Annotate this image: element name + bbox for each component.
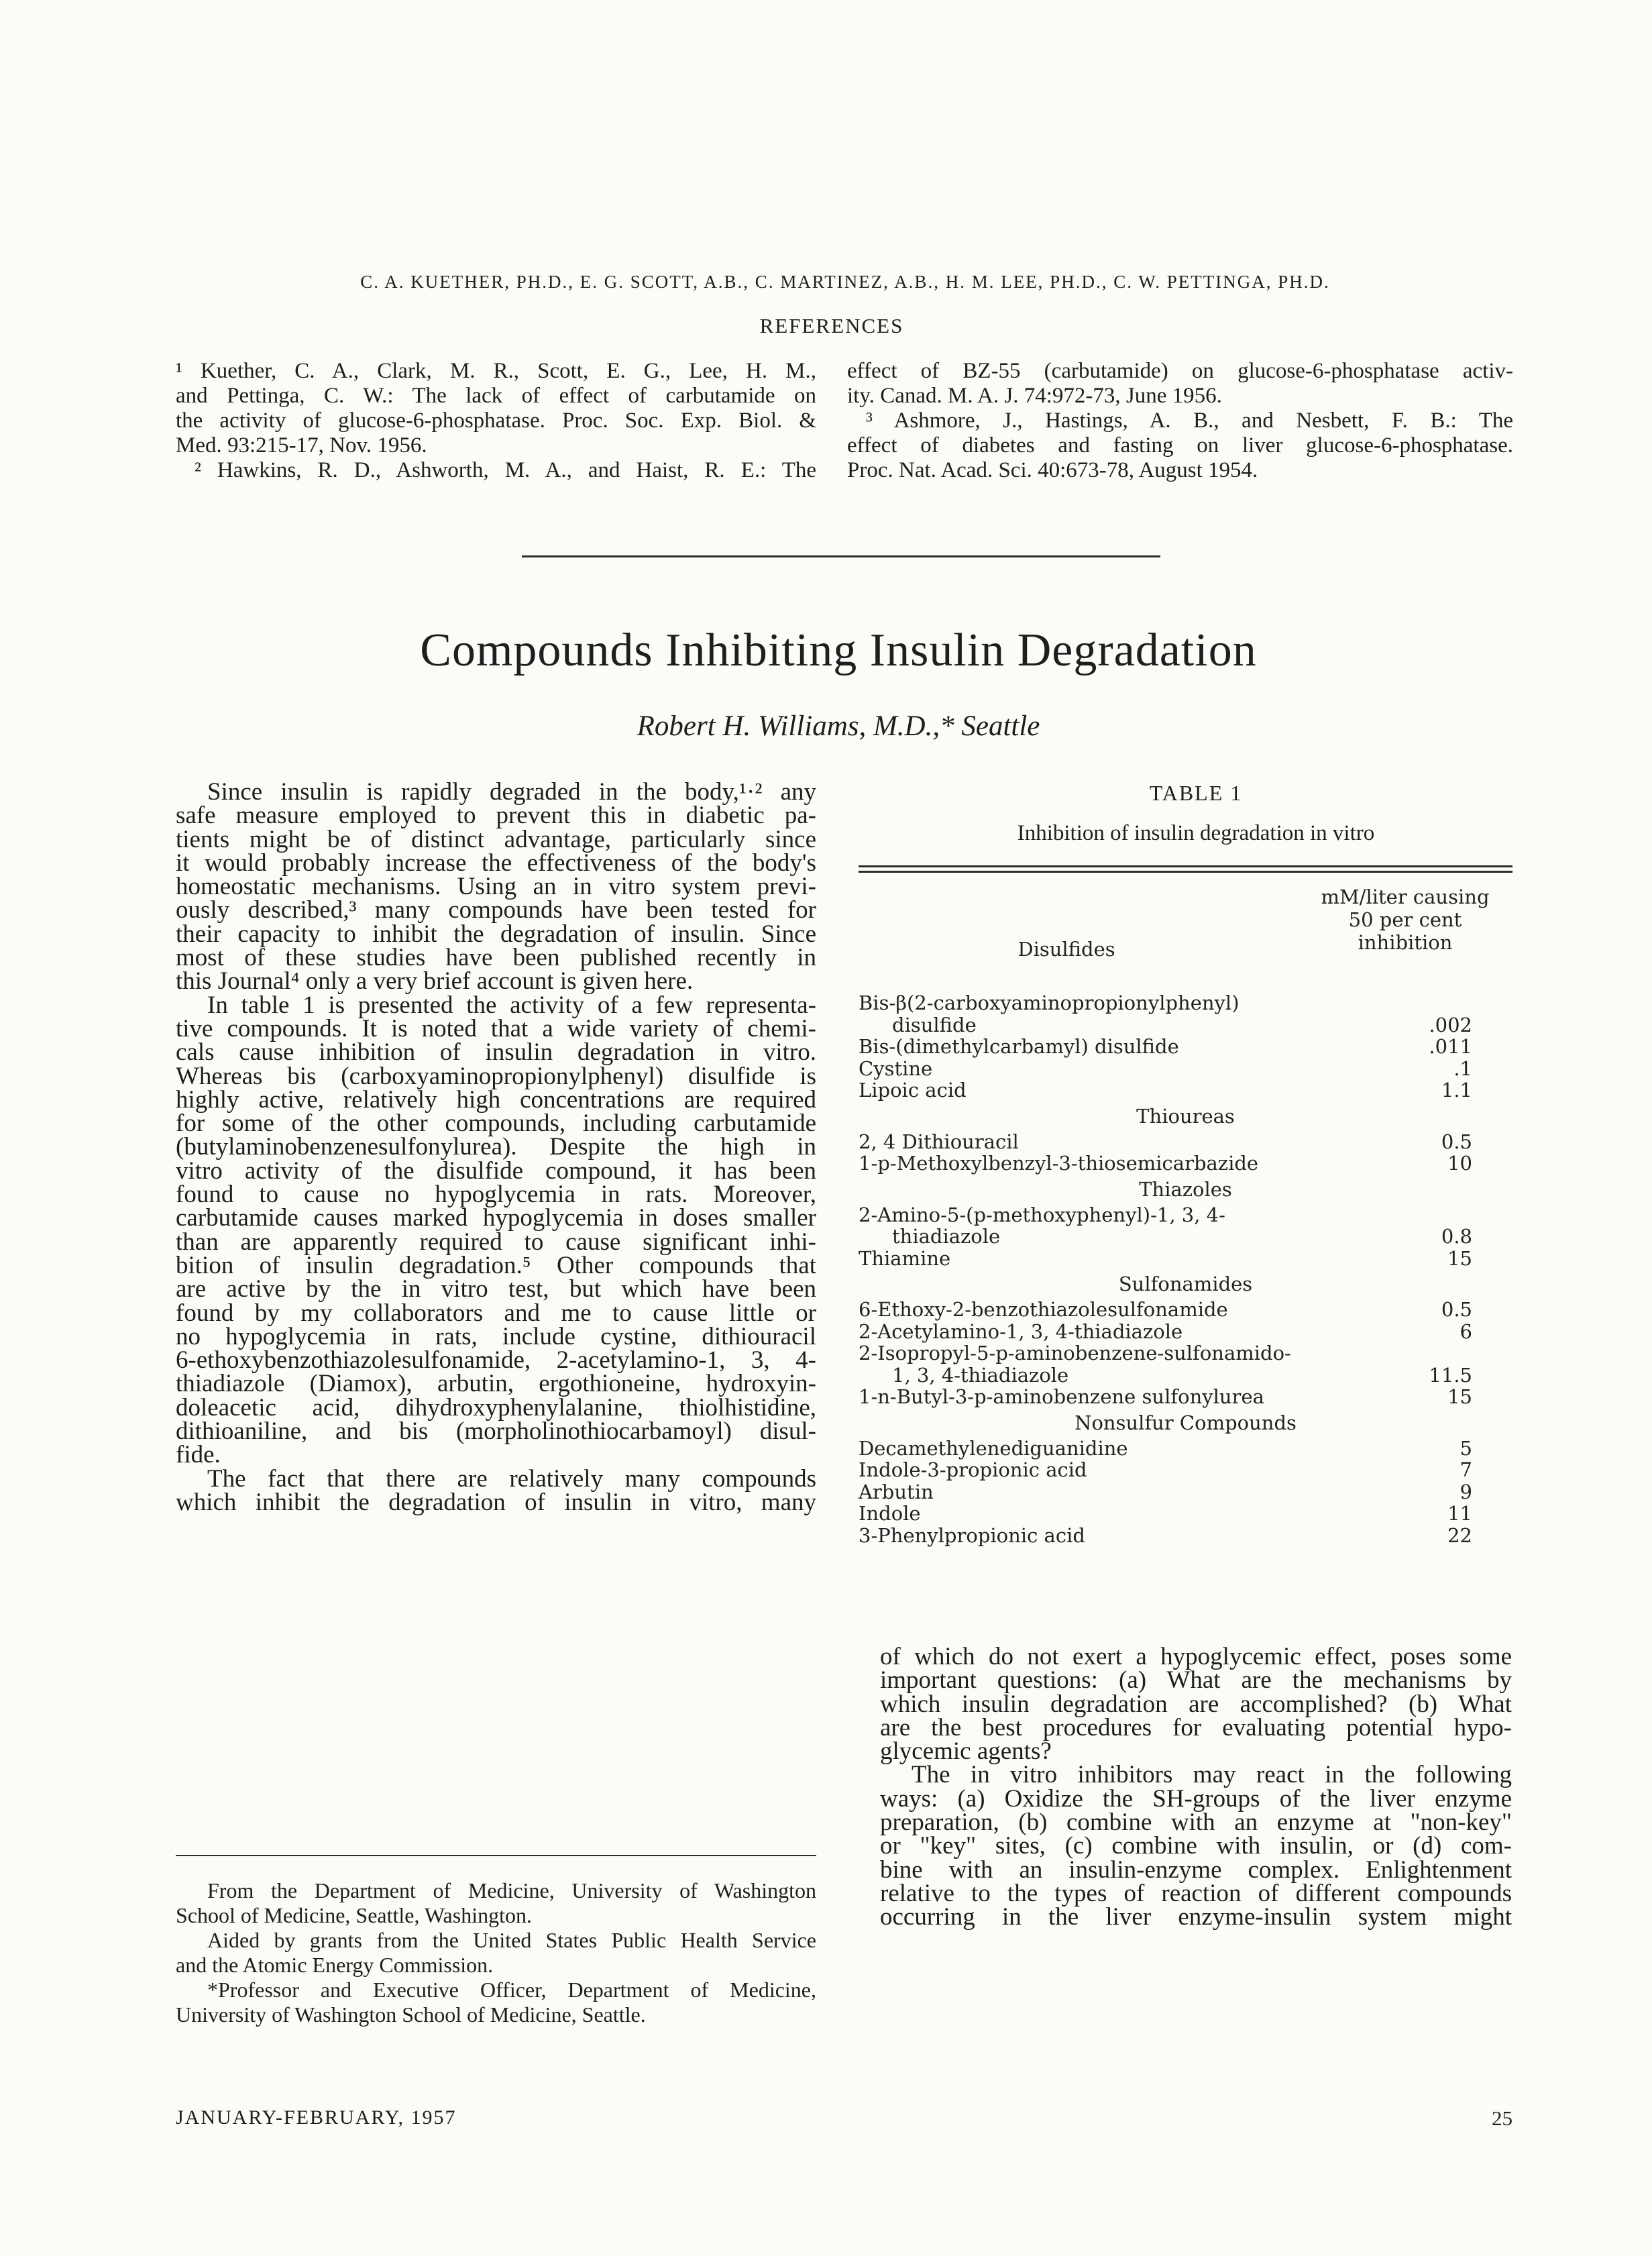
table-row: [859, 1203, 1512, 1226]
inhibition-value: .002: [1429, 1013, 1472, 1036]
inhibition-value: 15: [1447, 1385, 1472, 1408]
inhibition-value: 15: [1447, 1246, 1472, 1270]
body-line: fide.: [176, 1441, 221, 1469]
reference-line: ³ Ashmore, J., Hastings, A. B., and Nesbett, F. B.: The: [866, 409, 1513, 433]
body-line: than are apparently required to cause significant inhi-: [176, 1228, 816, 1256]
compound-name: 2-Isopropyl-5-p-aminobenzene-sulfonamido-: [859, 1342, 1291, 1364]
table-section-heading: Thiazoles: [1139, 1177, 1232, 1201]
body-line: bine with an insulin-enzyme complex. Enlightenment: [880, 1856, 1512, 1884]
compound-name: Bis-(dimethylcarbamyl) disulfide: [859, 1035, 1179, 1058]
body-line: thiadiazole (Diamox), arbutin, ergothioneine, hydroxyin-: [176, 1370, 816, 1398]
issue-date: JANUARY-FEBRUARY, 1957: [176, 2106, 457, 2129]
table-row: [859, 1035, 1512, 1058]
body-line: Whereas bis (carboxyaminopropionylphenyl) disulfide is: [176, 1062, 816, 1090]
body-line: dithioaniline, and bis (morpholinothiocarbamoyl) disul-: [176, 1417, 816, 1446]
footnote-line: School of Medicine, Seattle, Washington.: [176, 1903, 532, 1927]
references-left-column: [176, 359, 816, 483]
value-header-line: inhibition: [1358, 931, 1453, 954]
compound-name: Lipoic acid: [859, 1079, 967, 1102]
inhibition-value: 5: [1460, 1436, 1472, 1460]
body-line: The in vitro inhibitors may react in the following: [912, 1761, 1512, 1789]
body-line: preparation, (b) combine with an enzyme at "non-key": [880, 1809, 1512, 1837]
title-divider: [522, 555, 1160, 557]
body-line: tive compounds. It is noted that a wide variety of chemi-: [176, 1014, 816, 1042]
compound-name: 3-Phenylpropionic acid: [859, 1523, 1085, 1547]
table-row: [859, 1298, 1512, 1321]
table-row: [859, 1385, 1512, 1408]
reference-line: ² Hawkins, R. D., Ashworth, M. A., and Haist, R. E.: The: [195, 458, 816, 482]
reference-line: and Pettinga, C. W.: The lack of effect of carbutamide on: [176, 384, 816, 408]
table-row: [859, 1130, 1512, 1153]
table-row: [859, 1437, 1512, 1460]
table-row: [859, 1014, 1512, 1036]
body-line: The fact that there are relatively many compounds: [207, 1464, 816, 1493]
footnote-line: and the Atomic Energy Commission.: [176, 1953, 494, 1977]
body-left-column: [176, 780, 816, 1514]
reference-line: Med. 93:215-17, Nov. 1956.: [176, 433, 427, 458]
body-line: this Journal⁴ only a very brief account is given here.: [176, 967, 694, 996]
table-section-heading: Nonsulfur Compounds: [1075, 1411, 1297, 1434]
inhibition-value: 7: [1460, 1458, 1472, 1481]
compound-name: Arbutin: [859, 1480, 934, 1503]
compound-name: 2, 4 Dithiouracil: [859, 1130, 1019, 1153]
table-row: [859, 991, 1512, 1014]
table-row: [859, 1342, 1512, 1364]
body-line: found by my collaborators and me to cause little or: [176, 1299, 816, 1327]
compound-name: Indole: [859, 1502, 921, 1525]
table-row: [859, 1225, 1512, 1248]
article-title: Compounds Inhibiting Insulin Degradation: [420, 625, 1257, 676]
body-line: ways: (a) Oxidize the SH-groups of the liver enzyme: [880, 1784, 1512, 1813]
table-row: [859, 1502, 1512, 1525]
table-row: [859, 1320, 1512, 1343]
body-line: doleacetic acid, dihydroxyphenylalanine, thiolhistidine,: [176, 1393, 816, 1421]
body-line: safe measure employed to prevent this in diabetic pa-: [176, 802, 816, 830]
value-header-line: 50 per cent: [1348, 908, 1462, 931]
body-line: important questions: (a) What are the mechanisms by: [880, 1666, 1512, 1695]
body-line: are the best procedures for evaluating potential hypo-: [880, 1713, 1512, 1741]
references-heading: REFERENCES: [759, 314, 904, 337]
table-row: [859, 1524, 1512, 1547]
body-line: homeostatic mechanisms. Using an in vitro system previ-: [176, 873, 816, 901]
table-row: [859, 1079, 1512, 1102]
author-byline: Robert H. Williams, M.D.,* Seattle: [637, 710, 1040, 742]
body-line: which inhibit the degradation of insulin in vitro, many: [176, 1488, 816, 1516]
value-header-line: mM/liter causing: [1321, 885, 1490, 908]
value-column-header: [1301, 885, 1509, 954]
table-top-rule: [859, 865, 1512, 867]
compound-name: 6-Ethoxy-2-benzothiazolesulfonamide: [859, 1298, 1228, 1321]
body-line: vitro activity of the disulfide compound, it has been: [176, 1157, 816, 1185]
inhibition-value: 10: [1447, 1152, 1472, 1175]
reference-line: ¹ Kuether, C. A., Clark, M. R., Scott, E. G., Lee, H. M.,: [176, 359, 816, 383]
compound-name: Cystine: [859, 1057, 933, 1080]
inhibition-value: 22: [1447, 1523, 1472, 1547]
body-line: found to cause no hypoglycemia in rats. Moreover,: [176, 1181, 816, 1209]
inhibition-value: 9: [1460, 1480, 1472, 1503]
compound-name: Thiamine: [859, 1246, 951, 1270]
reference-line: Proc. Nat. Acad. Sci. 40:673-78, August 1954.: [847, 458, 1258, 482]
table-caption: Inhibition of insulin degradation in vitro: [1017, 821, 1375, 845]
footnote-line: Aided by grants from the United States Public Health Service: [207, 1928, 816, 1952]
table-top-rule: [859, 871, 1512, 873]
compound-name: Bis-β(2-carboxyaminopropionylphenyl): [859, 991, 1240, 1014]
body-line: of which do not exert a hypoglycemic effect, poses some: [880, 1643, 1512, 1670]
body-line: tients might be of distinct advantage, particularly since: [176, 825, 816, 853]
footnote-rule: [176, 1855, 816, 1856]
table-section-heading: Sulfonamides: [1118, 1273, 1253, 1295]
body-line: 6-ethoxybenzothiazolesulfonamide, 2-acetylamino-1, 3, 4-: [176, 1346, 816, 1375]
table-section-heading: Disulfides: [1017, 938, 1115, 961]
inhibition-value: 11.5: [1429, 1363, 1472, 1387]
compound-name: disulfide: [892, 1013, 977, 1036]
body-line: for some of the other compounds, including carbutamide: [176, 1110, 816, 1138]
table-row: [859, 1458, 1512, 1481]
reference-line: effect of diabetes and fasting on liver glucose-6-phosphatase.: [847, 433, 1513, 458]
compound-name: 1-p-Methoxylbenzyl-3-thiosemicarbazide: [859, 1152, 1259, 1175]
body-line: carbutamide causes marked hypoglycemia in doses smaller: [176, 1204, 816, 1232]
footnote-line: University of Washington School of Medicine, Seattle.: [176, 2002, 646, 2027]
reference-line: the activity of glucose-6-phosphatase. Proc. Soc. Exp. Biol. &: [176, 409, 816, 433]
reference-line: ity. Canad. M. A. J. 74:972-73, June 1956.: [847, 384, 1222, 408]
table-row: [859, 1247, 1512, 1270]
body-line: Since insulin is rapidly degraded in the body,¹·² any: [207, 778, 816, 806]
references-right-column: [847, 359, 1513, 483]
table-row: [859, 1057, 1512, 1080]
body-line: are active by the in vitro test, but which have been: [176, 1275, 816, 1303]
inhibition-value: .011: [1429, 1035, 1472, 1058]
body-line: which insulin degradation are accomplished? (b) What: [880, 1690, 1512, 1718]
body-line: occurring in the liver enzyme-insulin system might: [880, 1903, 1512, 1931]
page-number: 25: [1492, 2106, 1512, 2130]
table-row: [859, 1152, 1512, 1175]
compound-name: 2-Acetylamino-1, 3, 4-thiadiazole: [859, 1320, 1183, 1343]
inhibition-value: 0.8: [1441, 1225, 1472, 1248]
inhibition-value: .1: [1453, 1057, 1472, 1080]
table-section-heading: Thioureas: [1136, 1104, 1235, 1128]
body-line: most of these studies have been published recently in: [176, 944, 816, 972]
body-line: it would probably increase the effectiveness of the body's: [176, 849, 816, 877]
inhibition-value: 1.1: [1441, 1079, 1472, 1102]
compound-name: thiadiazole: [892, 1225, 1001, 1248]
body-line: or "key" sites, (c) combine with insulin, or (d) com-: [880, 1832, 1512, 1860]
inhibition-value: 11: [1447, 1502, 1472, 1525]
inhibition-value: 6: [1460, 1320, 1472, 1343]
compound-name: Decamethylenediguanidine: [859, 1436, 1128, 1460]
reference-line: effect of BZ-55 (carbutamide) on glucose-6-phosphatase activ-: [847, 359, 1513, 383]
compound-name: 1-n-Butyl-3-p-aminobenzene sulfonylurea: [859, 1385, 1264, 1408]
footnote-line: From the Department of Medicine, University of Washington: [207, 1878, 816, 1902]
compound-name: Indole-3-propionic acid: [859, 1458, 1087, 1481]
body-line: highly active, relatively high concentrations are required: [176, 1085, 816, 1114]
body-line: glycemic agents?: [880, 1737, 1052, 1766]
running-head: C. A. KUETHER, PH.D., E. G. SCOTT, A.B., C. MARTINEZ, A.B., H. M. LEE, PH.D., C. W. PETTINGA, PH.D.: [360, 272, 1330, 292]
table-label: TABLE 1: [1149, 781, 1243, 805]
body-line: their capacity to inhibit the degradation of insulin. Since: [176, 920, 816, 948]
body-line: cals cause inhibition of insulin degradation in vitro.: [176, 1038, 816, 1067]
inhibition-value: 0.5: [1441, 1130, 1472, 1153]
footnote-line: *Professor and Executive Officer, Department of Medicine,: [207, 1978, 816, 2002]
footnotes: [176, 1878, 816, 2027]
body-right-column: [880, 1645, 1512, 1929]
body-line: no hypoglycemia in rats, include cystine, dithiouracil: [176, 1322, 816, 1350]
table-row: [859, 1364, 1512, 1387]
body-line: ously described,³ many compounds have been tested for: [176, 896, 816, 924]
body-line: In table 1 is presented the activity of a few representa-: [207, 991, 816, 1019]
inhibition-value: 0.5: [1441, 1298, 1472, 1321]
body-line: bition of insulin degradation.⁵ Other compounds that: [176, 1251, 816, 1279]
body-line: relative to the types of reaction of different compounds: [880, 1879, 1512, 1907]
compound-name: 2-Amino-5-(p-methoxyphenyl)-1, 3, 4-: [859, 1203, 1225, 1226]
table-row: [859, 1481, 1512, 1503]
body-line: (butylaminobenzenesulfonylurea). Despite the high in: [176, 1133, 816, 1161]
compound-name: 1, 3, 4-thiadiazole: [892, 1363, 1069, 1387]
